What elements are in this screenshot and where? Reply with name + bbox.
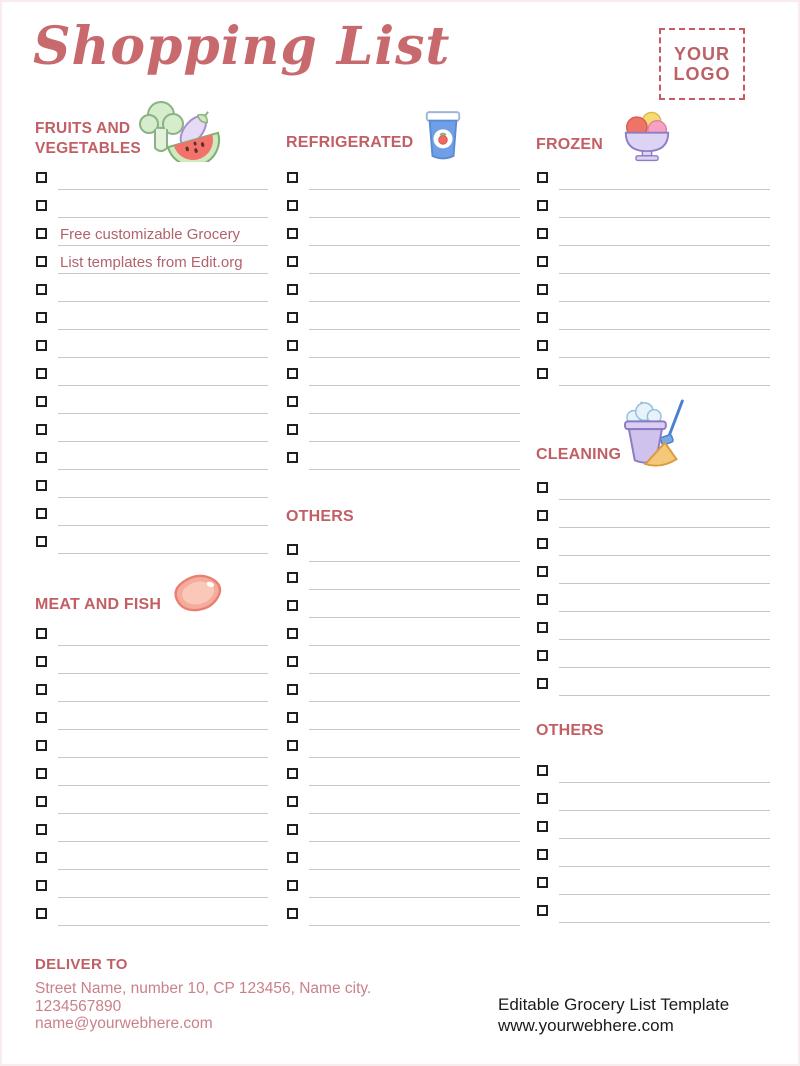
page-title: Shopping List	[33, 16, 451, 77]
checkbox[interactable]	[537, 793, 548, 804]
item-line	[58, 280, 268, 302]
item-line	[559, 534, 770, 556]
section-title	[286, 133, 413, 153]
item-line	[58, 820, 268, 842]
item-line	[559, 674, 770, 696]
checklist-row	[286, 649, 520, 677]
section-header-refrigerated	[286, 110, 520, 165]
checklist-row	[35, 845, 268, 873]
section-frozen	[536, 108, 770, 389]
checklist-row	[35, 193, 268, 221]
checkbox[interactable]	[287, 544, 298, 555]
checkbox[interactable]	[36, 508, 47, 519]
section-header-cleaning	[536, 399, 770, 467]
item-line	[559, 873, 770, 895]
checklist-row	[35, 165, 268, 193]
item-line	[58, 876, 268, 898]
section-title-line: OTHERS	[536, 722, 604, 739]
checkbox[interactable]	[537, 538, 548, 549]
logo-text-line1: YOUR	[673, 43, 730, 64]
section-refrigerated	[286, 110, 520, 473]
section-fruits-and-vegetables	[35, 100, 268, 557]
item-line	[58, 364, 268, 386]
checkbox[interactable]	[287, 880, 298, 891]
street-address: Street Name, number 10, CP 123456, Name city.	[35, 980, 372, 997]
item-line	[58, 392, 268, 414]
checkbox[interactable]	[537, 849, 548, 860]
checklist-row	[286, 417, 520, 445]
column-1	[35, 0, 268, 929]
item-line	[309, 792, 520, 814]
checklist-row	[286, 789, 520, 817]
item-line	[309, 820, 520, 842]
checkbox[interactable]	[287, 796, 298, 807]
checkbox[interactable]	[287, 452, 298, 463]
section-title	[536, 721, 770, 741]
checklist-row	[286, 277, 520, 305]
item-line	[559, 761, 770, 783]
item-line	[309, 280, 520, 302]
checklist-row	[536, 193, 770, 221]
checkbox[interactable]	[36, 628, 47, 639]
checkbox[interactable]	[537, 284, 548, 295]
checklist-row	[35, 621, 268, 649]
checklist-row	[536, 615, 770, 643]
checkbox[interactable]	[537, 594, 548, 605]
section-title-line: VEGETABLES	[35, 140, 141, 158]
checkbox[interactable]	[287, 684, 298, 695]
checkbox[interactable]	[287, 172, 298, 183]
checklist-row	[286, 361, 520, 389]
email-address: name@yourwebhere.com	[35, 1015, 213, 1032]
checkbox[interactable]	[537, 877, 548, 888]
checklist-row	[536, 898, 770, 926]
checkbox[interactable]	[537, 622, 548, 633]
checklist-row	[35, 733, 268, 761]
checklist-row	[536, 758, 770, 786]
logo-text-line2: LOGO	[673, 64, 731, 84]
checkbox[interactable]	[537, 482, 548, 493]
checkbox[interactable]	[36, 200, 47, 211]
checkbox[interactable]	[287, 368, 298, 379]
item-line	[58, 848, 268, 870]
checkbox[interactable]	[537, 340, 548, 351]
checklist-row	[536, 671, 770, 699]
item-line	[58, 168, 268, 190]
checkbox[interactable]	[36, 480, 47, 491]
checklist-row	[536, 531, 770, 559]
item-line	[58, 448, 268, 470]
item-line	[309, 596, 520, 618]
item-line	[559, 789, 770, 811]
item-line	[559, 506, 770, 528]
checklist-row	[35, 501, 268, 529]
checklist-row	[35, 901, 268, 929]
checklist-row	[536, 165, 770, 193]
checkbox[interactable]	[287, 852, 298, 863]
item-line	[58, 708, 268, 730]
template-credit-block	[498, 995, 729, 1036]
checkbox[interactable]	[36, 256, 47, 267]
ice-cream-icon	[623, 109, 671, 167]
checkbox[interactable]	[287, 600, 298, 611]
checkbox[interactable]	[287, 424, 298, 435]
item-line	[559, 478, 770, 500]
section-header-meat-and-fish	[35, 571, 268, 621]
checkbox[interactable]	[36, 424, 47, 435]
item-line	[58, 252, 268, 274]
checklist-row	[536, 333, 770, 361]
checkbox[interactable]	[287, 740, 298, 751]
checkbox[interactable]	[287, 572, 298, 583]
checkbox[interactable]	[36, 712, 47, 723]
item-line	[58, 764, 268, 786]
item-line	[559, 562, 770, 584]
checkbox[interactable]	[287, 656, 298, 667]
checklist-row	[536, 249, 770, 277]
checklist-row	[286, 873, 520, 901]
checkbox[interactable]	[287, 200, 298, 211]
checkbox[interactable]	[287, 256, 298, 267]
checkbox[interactable]	[36, 536, 47, 547]
checkbox[interactable]	[36, 340, 47, 351]
item-line	[58, 224, 268, 246]
checkbox[interactable]	[537, 368, 548, 379]
item-line	[309, 392, 520, 414]
checklist-row	[35, 221, 268, 249]
item-line	[309, 336, 520, 358]
checkbox[interactable]	[36, 908, 47, 919]
section-title-line: REFRIGERATED	[286, 133, 414, 151]
deliver-to-heading: DELIVER TO	[35, 956, 128, 973]
checkbox[interactable]	[287, 908, 298, 919]
item-line	[309, 652, 520, 674]
item-line	[559, 364, 770, 386]
checkbox[interactable]	[36, 396, 47, 407]
checklist-row	[35, 705, 268, 733]
vegetables-icon	[131, 98, 231, 167]
checkbox[interactable]	[537, 821, 548, 832]
checkbox[interactable]	[36, 228, 47, 239]
item-line	[309, 736, 520, 758]
checkbox[interactable]	[537, 228, 548, 239]
checkbox[interactable]	[287, 228, 298, 239]
section-header-fruits-and-vegetables	[35, 100, 268, 165]
checklist-row	[35, 873, 268, 901]
checklist-row	[286, 761, 520, 789]
item-line	[309, 708, 520, 730]
item-line	[58, 624, 268, 646]
item-line	[309, 568, 520, 590]
checkbox[interactable]	[287, 628, 298, 639]
section-title-line: FRUITS AND	[35, 120, 131, 138]
item-line	[309, 420, 520, 442]
item-line	[309, 252, 520, 274]
item-line	[559, 280, 770, 302]
checklist-row	[35, 361, 268, 389]
item-line	[58, 196, 268, 218]
checklist-row	[286, 389, 520, 417]
checklist-row	[35, 473, 268, 501]
item-line	[559, 196, 770, 218]
checklist-row	[536, 786, 770, 814]
checklist-row	[35, 817, 268, 845]
item-line	[58, 792, 268, 814]
item-line	[309, 624, 520, 646]
checkbox[interactable]	[36, 796, 47, 807]
section-header-others-middle	[286, 507, 520, 531]
checklist-row	[536, 221, 770, 249]
checkbox[interactable]	[36, 684, 47, 695]
section-cleaning	[536, 399, 770, 699]
item-line	[559, 817, 770, 839]
credit-line: Editable Grocery List Template	[498, 995, 730, 1014]
checkbox[interactable]	[36, 452, 47, 463]
checklist-row	[35, 417, 268, 445]
item-line	[559, 252, 770, 274]
checklist-row	[536, 305, 770, 333]
checkbox[interactable]	[36, 824, 47, 835]
checkbox[interactable]	[36, 656, 47, 667]
item-line	[559, 618, 770, 640]
checklist-row	[286, 249, 520, 277]
section-title	[536, 445, 621, 465]
item-line	[58, 652, 268, 674]
checklist-row	[35, 677, 268, 705]
checklist-row	[35, 333, 268, 361]
checkbox[interactable]	[287, 284, 298, 295]
checkbox[interactable]	[36, 172, 47, 183]
checklist-row	[35, 529, 268, 557]
checklist-row	[286, 733, 520, 761]
checklist-row	[35, 649, 268, 677]
checkbox[interactable]	[36, 368, 47, 379]
checklist-row	[286, 165, 520, 193]
item-line	[309, 196, 520, 218]
item-line	[309, 448, 520, 470]
section-title-line: OTHERS	[286, 508, 354, 525]
checklist-row	[286, 565, 520, 593]
checkbox[interactable]	[537, 256, 548, 267]
checklist-row	[35, 277, 268, 305]
item-line	[309, 680, 520, 702]
checklist-row	[286, 817, 520, 845]
checklist-row	[536, 503, 770, 531]
item-line	[309, 308, 520, 330]
checkbox[interactable]	[36, 852, 47, 863]
checklist-row	[286, 193, 520, 221]
checkbox[interactable]	[537, 566, 548, 577]
checklist-row	[536, 814, 770, 842]
deliver-to-block	[35, 956, 371, 1033]
item-line	[559, 308, 770, 330]
checkbox[interactable]	[36, 312, 47, 323]
checklist-row	[536, 587, 770, 615]
section-title-line: FROZEN	[536, 135, 603, 153]
section-title	[35, 119, 141, 159]
checkbox[interactable]	[537, 172, 548, 183]
item-line	[559, 224, 770, 246]
checklist-row	[286, 845, 520, 873]
checklist-row	[536, 361, 770, 389]
section-title	[35, 595, 161, 615]
checklist-row	[286, 677, 520, 705]
item-line	[58, 904, 268, 926]
item-line	[58, 532, 268, 554]
item-line	[58, 504, 268, 526]
item-text: Free customizable Grocery	[60, 226, 241, 243]
checkbox[interactable]	[36, 768, 47, 779]
item-line	[58, 336, 268, 358]
item-line	[309, 764, 520, 786]
checkbox[interactable]	[537, 312, 548, 323]
section-header-frozen	[536, 108, 770, 165]
item-line	[559, 901, 770, 923]
section-title	[286, 507, 520, 527]
checklist-row	[286, 221, 520, 249]
item-line	[58, 308, 268, 330]
checklist-row	[35, 389, 268, 417]
checkbox[interactable]	[287, 824, 298, 835]
section-title-line: CLEANING	[536, 445, 622, 463]
checklist-row	[35, 445, 268, 473]
checklist-row	[536, 475, 770, 503]
item-line	[58, 680, 268, 702]
checkbox[interactable]	[537, 678, 548, 689]
section-others-right	[536, 721, 770, 926]
column-2	[286, 0, 520, 929]
item-line	[309, 876, 520, 898]
checklist-row	[286, 537, 520, 565]
section-meat-and-fish	[35, 571, 268, 929]
column-3	[536, 0, 770, 926]
checkbox[interactable]	[537, 650, 548, 661]
item-line	[58, 420, 268, 442]
checklist-row	[536, 842, 770, 870]
checklist-row	[286, 445, 520, 473]
checkbox[interactable]	[537, 765, 548, 776]
checklist-row	[536, 277, 770, 305]
checklist-row	[536, 870, 770, 898]
item-line	[309, 364, 520, 386]
item-line	[559, 590, 770, 612]
checklist-row	[286, 901, 520, 929]
item-line	[559, 168, 770, 190]
checklist-row	[286, 333, 520, 361]
checklist-row	[35, 789, 268, 817]
checkbox[interactable]	[287, 712, 298, 723]
section-title-line: MEAT AND FISH	[35, 595, 162, 613]
phone-number: 1234567890	[35, 997, 122, 1015]
item-line	[309, 848, 520, 870]
item-line	[58, 736, 268, 758]
item-text: List templates from Edit.org	[60, 254, 243, 271]
meat-icon	[170, 573, 224, 618]
checklist-row	[35, 761, 268, 789]
credit-website: www.yourwebhere.com	[498, 1015, 674, 1035]
checklist-row	[286, 621, 520, 649]
yogurt-icon	[422, 110, 464, 167]
checkbox[interactable]	[287, 396, 298, 407]
checkbox[interactable]	[537, 905, 548, 916]
checkbox[interactable]	[287, 768, 298, 779]
section-header-others-right	[536, 721, 770, 745]
checklist-row	[286, 593, 520, 621]
section-title	[536, 135, 603, 155]
item-line	[309, 904, 520, 926]
cleaning-icon	[620, 399, 700, 472]
checkbox[interactable]	[287, 312, 298, 323]
checklist-row	[536, 643, 770, 671]
item-line	[58, 476, 268, 498]
checklist-row	[35, 249, 268, 277]
checklist-row	[35, 305, 268, 333]
section-others-middle	[286, 507, 520, 929]
item-line	[309, 224, 520, 246]
item-line	[309, 168, 520, 190]
checkbox[interactable]	[36, 284, 47, 295]
item-line	[309, 540, 520, 562]
checklist-row	[286, 305, 520, 333]
checklist-row	[286, 705, 520, 733]
checklist-row	[536, 559, 770, 587]
item-line	[559, 646, 770, 668]
checkbox[interactable]	[36, 880, 47, 891]
checkbox[interactable]	[537, 510, 548, 521]
item-line	[559, 845, 770, 867]
checkbox[interactable]	[36, 740, 47, 751]
checkbox[interactable]	[287, 340, 298, 351]
item-line	[559, 336, 770, 358]
checkbox[interactable]	[537, 200, 548, 211]
